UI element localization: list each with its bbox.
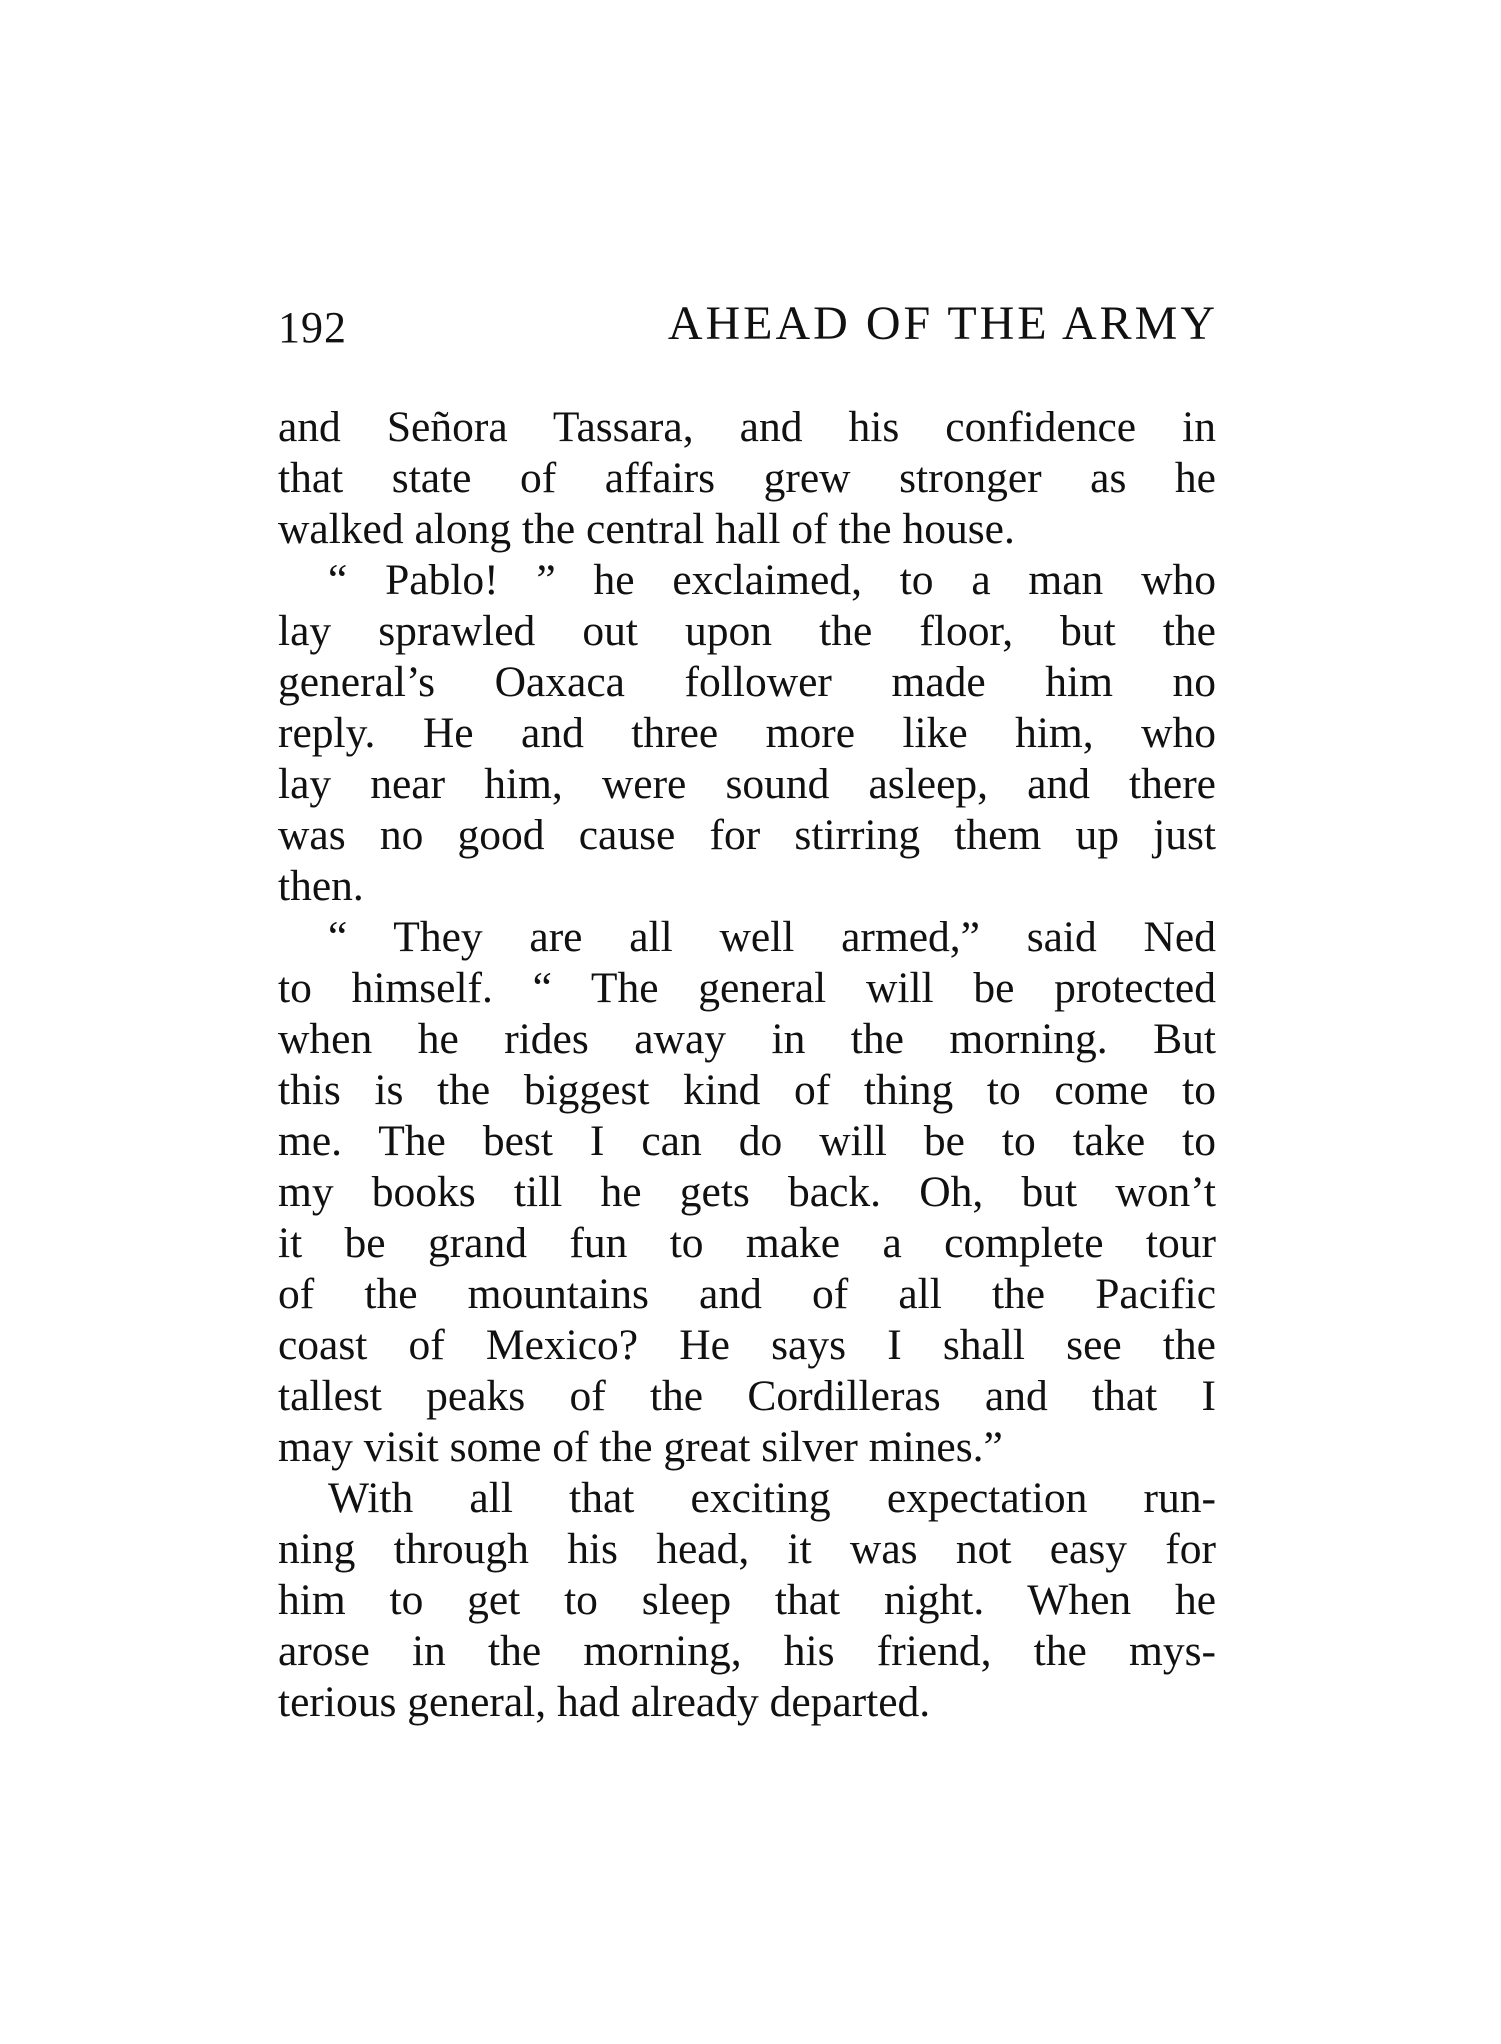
text-line: that state of affairs grew stronger as he (278, 454, 1216, 502)
text-line: it be grand fun to make a complete tour (278, 1219, 1216, 1267)
text-line: then. (278, 862, 364, 910)
text-line: ning through his head, it was not easy for (278, 1525, 1216, 1573)
running-head (278, 296, 1218, 356)
text-line: of the mountains and of all the Pacific (278, 1270, 1216, 1318)
running-title: AHEAD OF THE ARMY (667, 297, 1218, 350)
text-line: when he rides away in the morning. But (278, 1015, 1216, 1063)
text-line: me. The best I can do will be to take to (278, 1117, 1216, 1165)
text-line: tallest peaks of the Cordilleras and that I (278, 1372, 1216, 1420)
text-line: “ They are all well armed,” said Ned (328, 913, 1216, 961)
text-line: reply. He and three more like him, who (278, 709, 1216, 757)
text-line: walked along the central hall of the house. (278, 505, 1015, 553)
text-line: to himself. “ The general will be protected (278, 964, 1216, 1012)
page-number: 192 (278, 303, 347, 352)
text-line: and Señora Tassara, and his confidence in (278, 403, 1216, 451)
text-line: my books till he gets back. Oh, but won’t (278, 1168, 1216, 1216)
text-line: lay near him, were sound asleep, and there (278, 760, 1216, 808)
text-line: this is the biggest kind of thing to come to (278, 1066, 1216, 1114)
text-line: him to get to sleep that night. When he (278, 1576, 1216, 1624)
text-line: arose in the morning, his friend, the mys- (278, 1627, 1216, 1675)
text-line: “ Pablo! ” he exclaimed, to a man who (328, 556, 1216, 604)
text-line: terious general, had already departed. (278, 1678, 931, 1726)
body-text (278, 402, 1216, 1728)
text-line: coast of Mexico? He says I shall see the (278, 1321, 1216, 1369)
text-line: lay sprawled out upon the floor, but the (278, 607, 1216, 655)
text-line: may visit some of the great silver mines.” (278, 1423, 1003, 1471)
text-line: was no good cause for stirring them up just (278, 811, 1216, 859)
text-line: With all that exciting expectation run- (328, 1474, 1216, 1522)
text-line: general’s Oaxaca follower made him no (278, 658, 1216, 706)
